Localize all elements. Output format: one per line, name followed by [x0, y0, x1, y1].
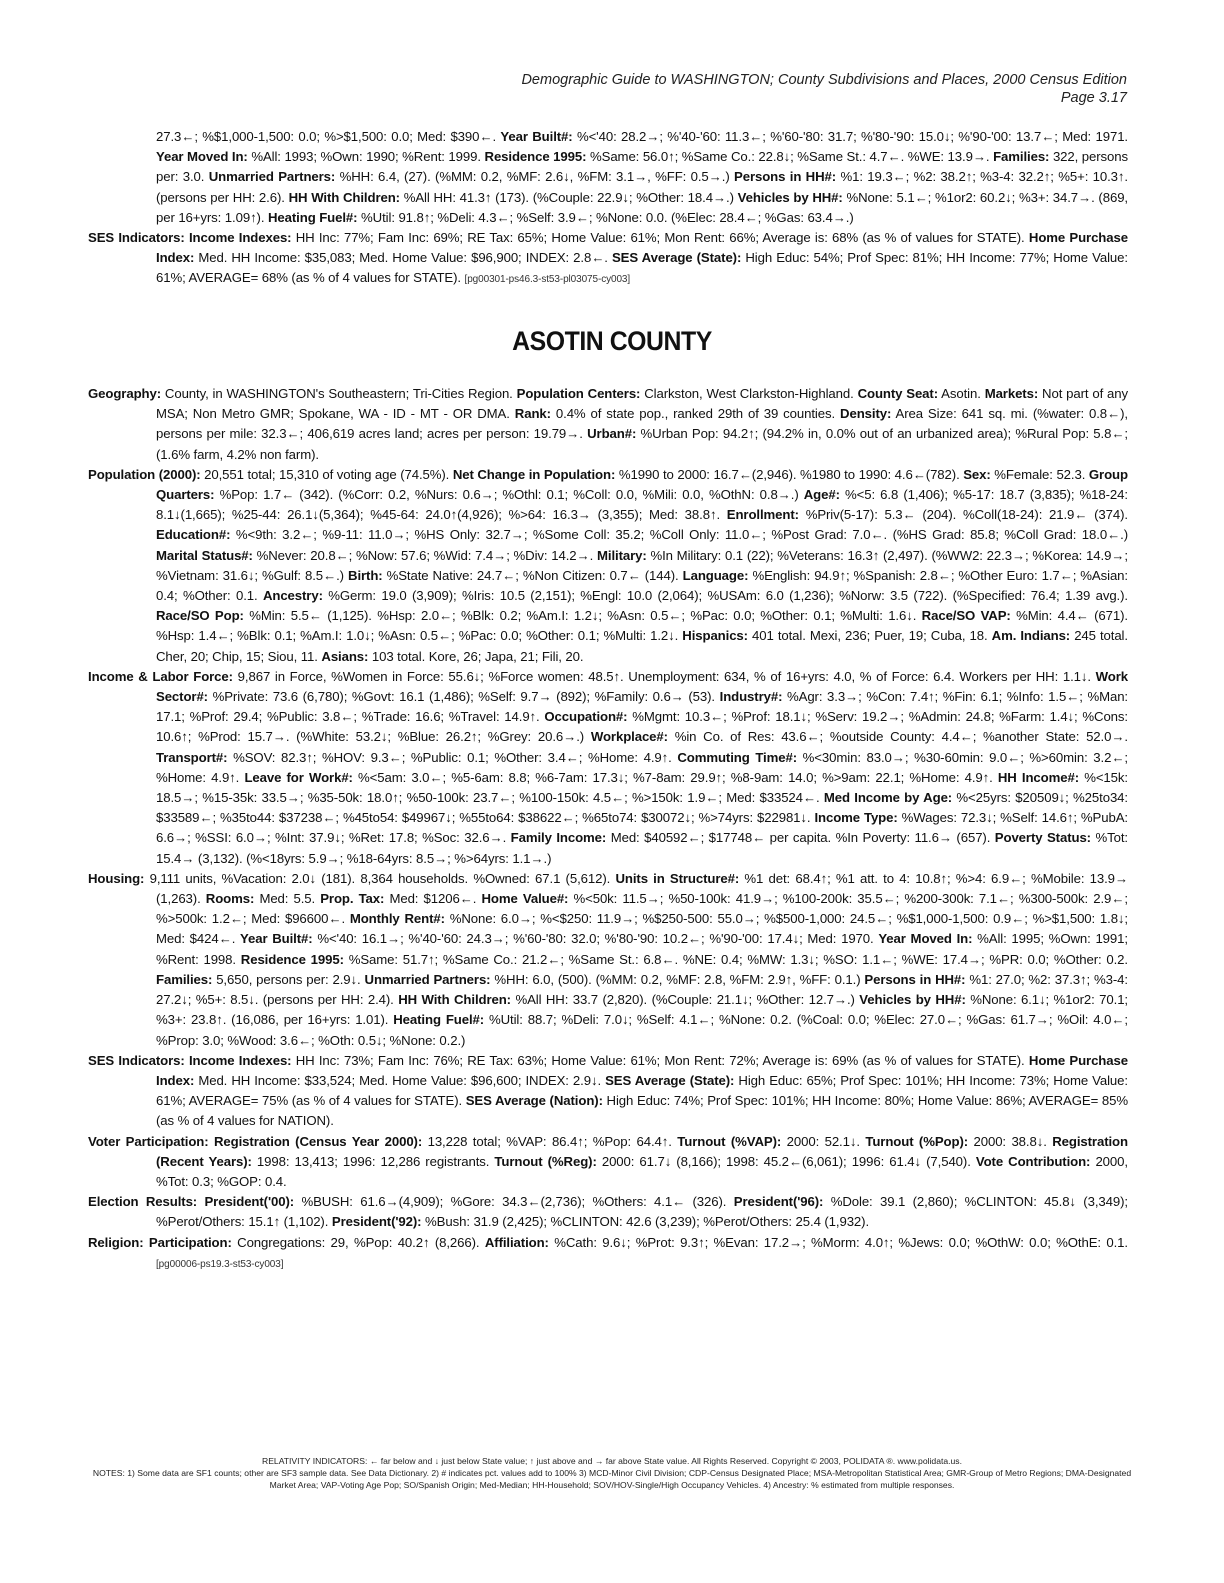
voter-participation-entry: Voter Participation: Registration (Census Year 2000): 13,228 total; %VAP: 86.4↑; %Pop: 64.4↑. Turnout (%VAP): 2000: 52.1↓. Turnout (%Pop): 2000: 38.8↓. Registration (Recent Years): 1998: 13,413; 1996: 12,286 registrants. Turnout (%Reg): 2000: 61.7↓ (8,166); 1998: 45.2←(6,061); 1996: 61.4↓ (7,540). Vote Contribution: 2000, %Tot: 0.3; %GOP: 0.4.	[88, 1133, 1128, 1189]
election-results-entry: Election Results: President('00): %BUSH: 61.6→(4,909); %Gore: 34.3←(2,736); %Others: 4.1← (326). President('96): %Dole: 39.1 (2,860); %CLINTON: 45.8↓ (3,349); %Perot/Others: 15.1↑ (1,102). President('92): %Bush: 31.9 (2,425); %CLINTON: 42.6 (3,239); %Perot/Others: 25.4 (1,932).	[88, 1194, 1128, 1230]
housing-continued-entry: 27.3←; %$1,000-1,500: 0.0; %>$1,500: 0.0; Med: $390←. Year Built#: %<'40: 28.2→; %'40-'60: 11.3←; %'60-'80: 31.7; %'80-'90: 15.0↓; %'90-'00: 13.7←; Med: 1971. Year Moved In: %All: 1993; %Own: 1990; %Rent: 1999. Residence 1995: %Same: 56.0↑; %Same Co.: 22.8↓; %Same St.: 4.7←. %WE: 13.9→. Families: 322, persons per: 3.0. Unmarried Partners: %HH: 6.4, (27). (%MM: 0.2, %MF: 2.6↓, %FM: 3.1→, %FF: 0.5→.) Persons in HH#: %1: 19.3←; %2: 38.2↑; %3-4: 32.2↑; %5+: 10.3↑. (persons per HH: 2.6). HH With Children: %All HH: 41.3↑ (173). (%Couple: 22.9↓; %Other: 18.4→.) Vehicles by HH#: %None: 5.1←; %1or2: 60.2↓; %3+: 34.7→. (869, per 16+yrs: 1.09↑). Heating Fuel#: %Util: 91.8↑; %Deli: 4.3←; %Self: 3.9←; %None: 0.0. (%Elec: 28.4←; %Gas: 63.4→.)	[156, 129, 1129, 225]
page-header	[521, 71, 1127, 107]
footnotes: NOTES: 1) Some data are SF1 counts; other are SF3 sample data. See Data Dictionary. 2) # indicates pct. values add to 100% 3) MCD-Minor Civil Division; CDP-Census Designated Place; MSA-Metropolitan Statistical Area; GMR-Group of Metro Regions; DMA-Designated Market Area; VAP-Voting Age Pop; SO/Spanish Origin; Med-Median; HH-Household; SOV/HOV-Single/High Occupancy Vehicles. 4) Ancestry: % estimated from multiple responses.	[92, 1468, 1132, 1490]
income-labor-force-entry: Income & Labor Force: 9,867 in Force, %Women in Force: 55.6↓; %Force women: 48.5↑. Unemployment: 634, % of 16+yrs: 4.0, % of Force: 6.4. Workers per HH: 1.1↓. Work Sector#: %Private: 73.6 (6,780); %Govt: 16.1 (1,486); %Self: 9.7→ (892); %Family: 0.6→ (53). Industry#: %Agr: 3.3→; %Con: 7.4↑; %Fin: 6.1; %Info: 1.5←; %Man: 17.1; %Prof: 29.4; %Public: 3.8←; %Trade: 16.6; %Travel: 14.9↑. Occupation#: %Mgmt: 10.3←; %Prof: 18.1↓; %Serv: 19.2→; %Admin: 24.8; %Farm: 1.4↓; %Cons: 10.6↑; %Prod: 15.7→. (%White: 53.2↓; %Blue: 26.2↑; %Grey: 20.6→.) Workplace#: %in Co. of Res: 43.6←; %outside County: 4.4←; %another State: 52.0→. Transport#: %SOV: 82.3↑; %HOV: 9.3←; %Public: 0.1; %Other: 3.4←; %Home: 4.9↑. Commuting Time#: %<30min: 83.0→; %30-60min: 9.0←; %>60min: 3.2←; %Home: 4.9↑. Leave for Work#: %<5am: 3.0←; %5-6am: 8.8; %6-7am: 17.3↓; %7-8am: 29.9↑; %8-9am: 14.0; %>9am: 22.1; %Home: 4.9↑. HH Income#: %<15k: 18.5→; %15-35k: 33.5→; %35-50k: 18.0↑; %50-100k: 23.7←; %100-150k: 4.5←; %>150k: 1.9←; Med: $33524←. Med Income by Age: %<25yrs: $20509↓; %25to34: $33589←; %35to44: $37238←; %45to54: $49967↓; %55to64: $38622←; %65to74: $30072↓; %>74yrs: $22981↓. Income Type: %Wages: 72.3↓; %Self: 14.6↑; %PubA: 6.6→; %SSI: 6.0→; %Int: 37.9↓; %Ret: 17.8; %Soc: 32.6→. Family Income: Med: $40592←; $17748← per capita. %In Poverty: 11.6→ (657). Poverty Status: %Tot: 15.4→ (3,132). (%<18yrs: 5.9→; %18-64yrs: 8.5→; %>64yrs: 1.1→.)	[88, 668, 1128, 866]
reference-code: [pg00301-ps46.3-st53-pl03075-cy003]	[464, 274, 631, 286]
previous-place-continuation	[88, 127, 1128, 291]
housing-entry: Housing: 9,111 units, %Vacation: 2.0↓ (181). 8,364 households. %Owned: 67.1 (5,612). Units in Structure#: %1 det: 68.4↑; %1 att. to 4: 10.8↑; %>4: 6.9←; %Mobile: 13.9→ (1,263). Rooms: Med: 5.5. Prop. Tax: Med: $1206←. Home Value#: %<50k: 11.5→; %50-100k: 41.9→; %100-200k: 35.5←; %200-300k: 7.1←; %300-500k: 2.9←; %>500k: 1.2←; Med: $96600←. Monthly Rent#: %None: 6.0→; %<$250: 11.9→; %$250-500: 55.0→; %$500-1,000: 24.5←; %$1,000-1,500: 0.9←; %>$1,500: 1.8↓; Med: $424←. Year Built#: %<'40: 16.1→; %'40-'60: 24.3→; %'60-'80: 32.0; %'80-'90: 10.2←; %'90-'00: 17.4↓; Med: 1970. Year Moved In: %All: 1995; %Own: 1991; %Rent: 1998. Residence 1995: %Same: 51.7↑; %Same Co.: 21.2←; %Same St.: 6.8←. %NE: 0.4; %MW: 1.3↓; %SO: 1.1←; %WE: 17.4→; %PR: 0.0; %Other: 0.2. Families: 5,650, persons per: 2.9↓. Unmarried Partners: %HH: 6.0, (500). (%MM: 0.2, %MF: 2.8, %FM: 2.9↑, %FF: 0.1.) Persons in HH#: %1: 27.0; %2: 37.3↑; %3-4: 27.2↓; %5+: 8.5↓. (persons per HH: 2.4). HH With Children: %All HH: 33.7 (2,820). (%Couple: 21.1↓; %Other: 12.7→.) Vehicles by HH#: %None: 6.1↓; %1or2: 70.1; %3+: 23.8↑. (16,086, per 16+yrs: 1.01). Heating Fuel#: %Util: 88.7; %Deli: 7.0↓; %Self: 4.1←; %None: 0.2. (%Coal: 0.0; %Elec: 27.0←; %Gas: 61.7→; %Oil: 4.0←; %Prop: 3.0; %Wood: 3.6←; %Oth: 0.5↓; %None: 0.2.)	[88, 870, 1128, 1048]
geography-entry: Geography: County, in WASHINGTON's Southeastern; Tri-Cities Region. Population Centers: Clarkston, West Clarkston-Highland. County Seat: Asotin. Markets: Not part of any MSA; Non Metro GMR; Spokane, WA - ID - MT - OR DMA. Rank: 0.4% of state pop., ranked 29th of 39 counties. Density: Area Size: 641 sq. mi. (%water: 0.8←), persons per mile: 32.3←; 406,619 acres land; acres per person: 19.79→. Urban#: %Urban Pop: 94.2↑; (94.2% in, 0.0% out of an urbanized area); %Rural Pop: 5.8←; (1.6% farm, 4.2% non farm).	[88, 386, 1128, 462]
ses-indicators-entry: SES Indicators: Income Indexes: HH Inc: 77%; Fam Inc: 69%; RE Tax: 65%; Home Value: 61%; Mon Rent: 66%; Average is: 68% (as % of values for STATE). Home Purchase Index: Med. HH Income: $35,083; Med. Home Value: $96,900; INDEX: 2.8←. SES Average (State): High Educ: 54%; Prof Spec: 81%; HH Income: 77%; Home Value: 61%; AVERAGE= 68% (as % of 4 values for STATE). [pg00301-ps46.3-st53-pl03075-cy003]	[88, 230, 1128, 286]
religion-entry: Religion: Participation: Congregations: 29, %Pop: 40.2↑ (8,266). Affiliation: %Cath: 9.6↓; %Prot: 9.3↑; %Evan: 17.2→; %Morm: 4.0↑; %Jews: 0.0; %OthW: 0.0; %OthE: 0.1. [pg00006-ps19.3-st53-cy003]	[88, 1234, 1128, 1270]
county-title: ASOTIN COUNTY	[512, 326, 712, 356]
county-profile	[88, 384, 1128, 1275]
relativity-indicators-note: RELATIVITY INDICATORS: ← far below and ↓ just below State value; ↑ just above and → far above State value. All Rights Reserved. Copyright © 2003, POLIDATA ®. www.polidata.us.	[261, 1456, 962, 1466]
header-title: Demographic Guide to WASHINGTON; County Subdivisions and Places, 2000 Census Edition	[521, 72, 1127, 88]
reference-code: [pg00006-ps19.3-st53-cy003]	[156, 1258, 284, 1270]
header-page-number: Page 3.17	[1060, 90, 1127, 106]
page-footer	[90, 1455, 1134, 1491]
ses-indicators-entry: SES Indicators: Income Indexes: HH Inc: 73%; Fam Inc: 76%; RE Tax: 63%; Home Value: 61%; Mon Rent: 72%; Average is: 69% (as % of values for STATE). Home Purchase Index: Med. HH Income: $33,524; Med. Home Value: $96,600; INDEX: 2.9↓. SES Average (State): High Educ: 65%; Prof Spec: 101%; HH Income: 73%; Home Value: 61%; AVERAGE= 75% (as % of 4 values for STATE). SES Average (Nation): High Educ: 74%; Prof Spec: 101%; HH Income: 80%; Home Value: 86%; AVERAGE= 85% (as % of 4 values for NATION).	[88, 1052, 1128, 1129]
population-entry: Population (2000): 20,551 total; 15,310 of voting age (74.5%). Net Change in Population: %1990 to 2000: 16.7←(2,946). %1980 to 1990: 4.6←(782). Sex: %Female: 52.3. Group Quarters: %Pop: 1.7← (342). (%Corr: 0.2, %Nurs: 0.6→; %Othl: 0.1; %Coll: 0.0, %Mili: 0.0, %OthN: 0.8→.) Age#: %<5: 6.8 (1,406); %5-17: 18.7 (3,835); %18-24: 8.1↓(1,665); %25-44: 26.1↓(5,364); %45-64: 24.0↑(4,926); %>64: 16.3→ (3,355); Med: 38.8↑. Enrollment: %Priv(5-17): 5.3← (204). %Coll(18-24): 21.9← (374). Education#: %<9th: 3.2←; %9-11: 11.0→; %HS Only: 32.7→; %Some Coll: 35.2; %Coll Only: 11.0←; %Post Grad: 7.0←. (%HS Grad: 85.8; %Coll Grad: 18.0←.) Marital Status#: %Never: 20.8←; %Now: 57.6; %Wid: 7.4→; %Div: 14.2→. Military: %In Military: 0.1 (22); %Veterans: 16.3↑ (2,497). (%WW2: 22.3→; %Korea: 14.9→; %Vietnam: 31.6↓; %Gulf: 8.5←.) Birth: %State Native: 24.7←; %Non Citizen: 0.7← (144). Language: %English: 94.9↑; %Spanish: 2.8←; %Other Euro: 1.7←; %Asian: 0.4; %Other: 0.1. Ancestry: %Germ: 19.0 (3,909); %Iris: 10.5 (2,151); %Engl: 10.0 (2,064); %USAm: 6.0 (1,236); %Norw: 3.5 (722). (%Specified: 76.4; 1.39 avg.). Race/SO Pop: %Min: 5.5← (1,125). %Hsp: 2.0←; %Blk: 0.2; %Am.I: 1.2↓; %Asn: 0.5←; %Pac: 0.0; %Other: 0.1; %Multi: 1.6↓. Race/SO VAP: %Min: 4.4← (671). %Hsp: 1.4←; %Blk: 0.1; %Am.I: 1.0↓; %Asn: 0.5←; %Pac: 0.0; %Other: 0.1; %Multi: 1.2↓. Hispanics: 401 total. Mexi, 236; Puer, 19; Cuba, 18. Am. Indians: 245 total. Cher, 20; Chip, 15; Siou, 11. Asians: 103 total. Kore, 26; Japa, 21; Fili, 20.	[88, 466, 1128, 664]
